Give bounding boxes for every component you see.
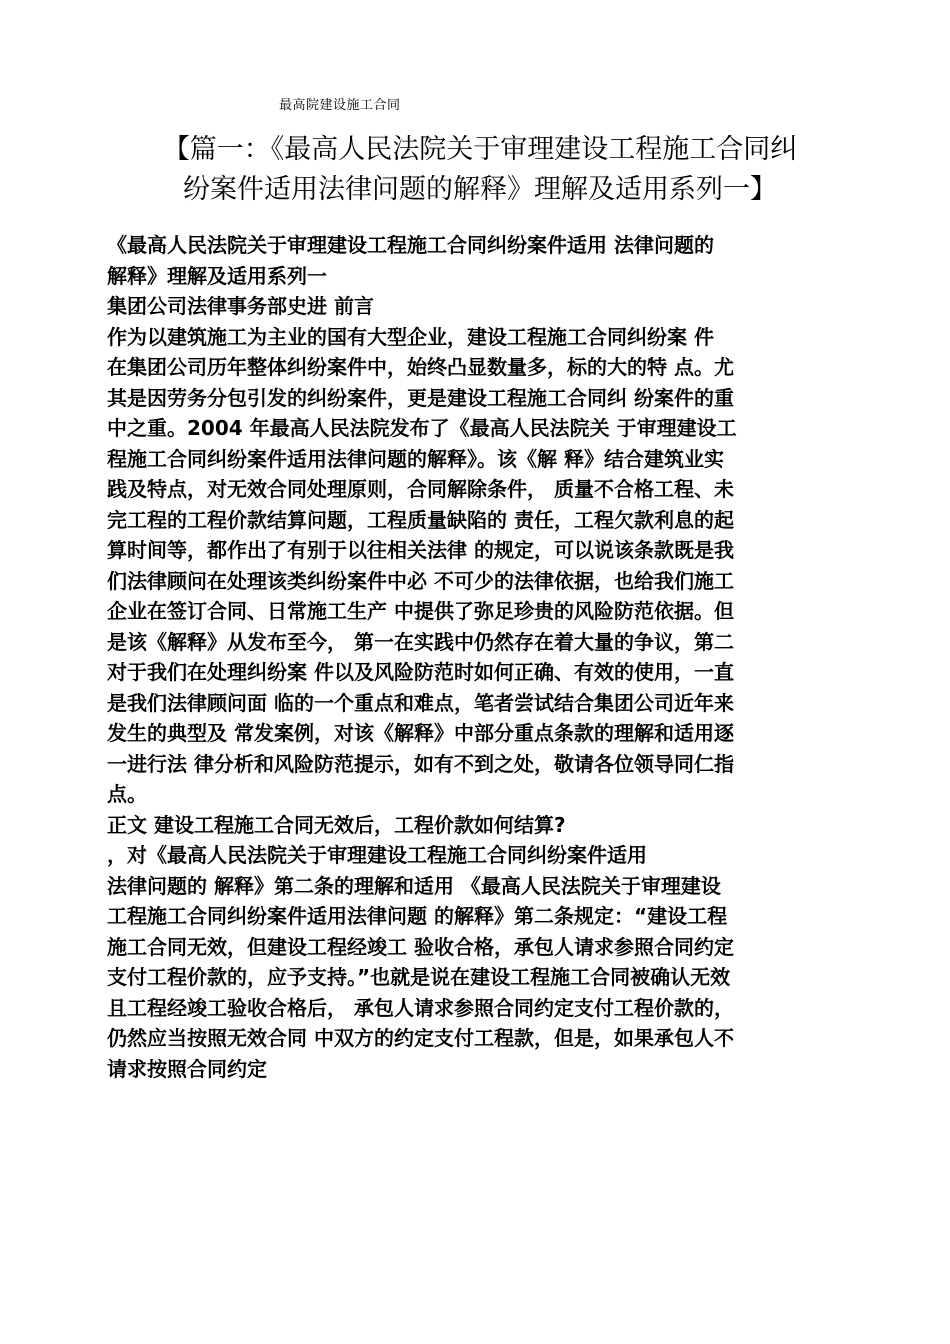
body-line: 一进行法 律分析和风险防范提示，如有不到之处，敬请各位领导同仁指 [107, 751, 734, 776]
body-line: 其是因劳务分包引发的纠纷案件，更是建设工程施工合同纠 纷案件的重 [107, 385, 734, 410]
body-line: 是该《解释》从发布至今， 第一在实践中仍然存在着大量的争议，第二 [107, 629, 734, 654]
body-line: 程施工合同纠纷案件适用法律问题的解释》。该《解 释》结合建筑业实 [107, 446, 724, 471]
body-line: 点。 [107, 782, 147, 806]
body-line: 《最高人民法院关于审理建设工程施工合同纠纷案件适用 法律问题的 [107, 233, 714, 257]
body-line: 集团公司法律事务部史进 前言 [107, 294, 374, 318]
body-line: 施工合同无效，但建设工程经竣工 验收合格，承包人请求参照合同约定 [107, 934, 734, 959]
body-line: 是我们法律顾问面 临的一个重点和难点，笔者尝试结合集团公司近年来 [107, 690, 734, 715]
body-line: 作为以建筑施工为主业的国有大型企业，建设工程施工合同纠纷案 件 [107, 324, 714, 349]
body-line: 中之重。2004 年最高人民法院发布了《最高人民法院关 于审理建设工 [107, 416, 737, 440]
body-line: 算时间等，都作出了有别于以往相关法律 的规定，可以说该条款既是我 [107, 538, 734, 562]
body-line: 且工程经竣工验收合格后， 承包人请求参照合同约定支付工程价款的， [107, 995, 734, 1020]
body-line: 们法律顾问在处理该类纠纷案件中必 不可少的法律依据，也给我们施工 [107, 568, 734, 593]
running-header: 最高院建设施工合同 [279, 98, 401, 113]
body-line: 完工程的工程价款结算问题，工程质量缺陷的 责任，工程欠款利息的起 [107, 507, 734, 532]
body-line: 发生的典型及 常发案例，对该《解释》中部分重点条款的理解和适用逐 [107, 721, 734, 745]
body-text [107, 230, 847, 1084]
title-line-2: 纷案件适用法律问题的解释》理解及适用系列一】 [183, 174, 777, 205]
body-line: 仍然应当按照无效合同 中双方的约定支付工程款，但是，如果承包人不 [107, 1026, 734, 1050]
body-line: 支付工程价款的，应予支持。”也就是说在建设工程施工合同被确认无效 [107, 965, 731, 989]
body-line: 在集团公司历年整体纠纷案件中，始终凸显数量多，标的大的特 点。尤 [107, 355, 734, 379]
body-line: ，对《最高人民法院关于审理建设工程施工合同纠纷案件适用 [107, 843, 647, 867]
body-line: 对于我们在处理纠纷案 件以及风险防范时如何正确、有效的使用，一直 [107, 660, 734, 684]
body-line: 请求按照合同约定 [107, 1056, 267, 1081]
title-line-1: 【篇一：《最高人民法院关于审理建设工程施工合同纠 [162, 134, 798, 165]
body-line: 正文 建设工程施工合同无效后，工程价款如何结算? [107, 812, 566, 837]
body-line: 法律问题的 解释》第二条的理解和适用 《最高人民法院关于审理建设 [107, 873, 721, 898]
body-line: 企业在签订合同、日常施工生产 中提供了弥足珍贵的风险防范依据。但 [107, 599, 734, 623]
body-line: 解释》理解及适用系列一 [107, 263, 327, 288]
body-line: 工程施工合同纠纷案件适用法律问题 的解释》第二条规定：“建设工程 [107, 904, 728, 928]
body-line: 践及特点，对无效合同处理原则，合同解除条件， 质量不合格工程、未 [107, 477, 734, 501]
document-title [100, 130, 860, 210]
